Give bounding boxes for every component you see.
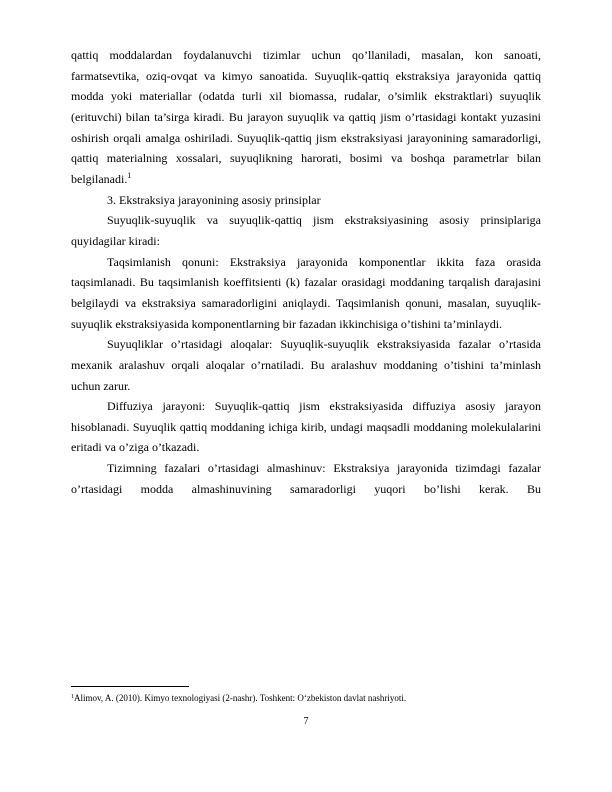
page-number: 7 <box>303 716 309 727</box>
footnote <box>71 692 541 705</box>
paragraph-distribution-law: Taqsimlanish qonuni: Ekstraksiya jarayonida komponentlar ikkita faza orasida taqsimlanadi. Bu taqsimlanish koeffitsienti (k) fazalar orasidagi moddaning tarqalish darajasini belgilaydi va ekstraksiya samaradorligini aniqlaydi. Taqsimlanish qonuni, masalan, suyuqlik-suyuqlik ekstraksiyasida komponentlarning bir fazadan ikkinchisiga o’tishini ta’minlaydi. <box>71 254 541 331</box>
paragraph-liquid-interactions: Suyuqliklar o’rtasidagi aloqalar: Suyuqlik-suyuqlik ekstraksiyasida fazalar o’rtasida mexanik aralashuv orqali aloqalar o’rnatiladi. Bu aralashuv moddaning o’tishini ta’minlash uchun zarur. <box>71 337 541 393</box>
paragraph-phase-exchange: Tizimning fazalari o’rtasidagi almashinuv: Ekstraksiya jarayonida tizimdagi fazalar o’rtasidagi modda almashinuvining samaradorligi yuqori bo’lishi kerak. Bu <box>71 461 541 496</box>
footnote-separator <box>71 686 189 687</box>
paragraph-text: qattiq moddalardan foydalanuvchi tizimlar uchun qo’llaniladi, masalan, kon sanoati, farmatsevtika, oziq-ovqat va kimyo sanoatida. Suyuqlik-qattiq ekstraksiya jarayonida qattiq modda yoki materiallar (odatda turli xil biomassa, rudalar, o’simlik ekstraktlari) suyuqlik (erituvchi) bilan ta’sirga kiradi. Bu jarayon suyuqlik va qattiq jism o’rtasidagi kontakt yuzasini oshirish orqali amalga oshiriladi. Suyuqlik-qattiq jism ekstraksiyasi jarayonining samaradorligi, qattiq materialning xossalari, suyuqlikning harorati, bosimi va boshqa parametrlar bilan belgilanadi. <box>71 48 541 186</box>
footnote-marker: 1 <box>71 694 74 700</box>
footnote-text: Alimov, A. (2010). Kimyo texnologiyasi (2-nashr). Toshkent: O‘zbekiston davlat nashriyoti. <box>74 693 407 703</box>
paragraph-intro: Suyuqlik-suyuqlik va suyuqlik-qattiq jism ekstraksiyasining asosiy prinsiplariga quyidagilar kiradi: <box>71 213 541 248</box>
paragraph-continuation <box>71 45 541 190</box>
paragraph-diffusion: Diffuziya jarayoni: Suyuqlik-qattiq jism ekstraksiyasida diffuziya asosiy jarayon hisoblanadi. Suyuqlik qattiq moddaning ichiga kirib, undagi maqsadli moddaning molekulalarini eritadi va o’ziga o’tkazadi. <box>71 399 541 455</box>
footnote-reference[interactable]: 1 <box>127 170 132 180</box>
body-text <box>71 45 541 499</box>
section-heading: 3. Ekstraksiya jarayonining asosiy prinsiplar <box>107 192 321 207</box>
